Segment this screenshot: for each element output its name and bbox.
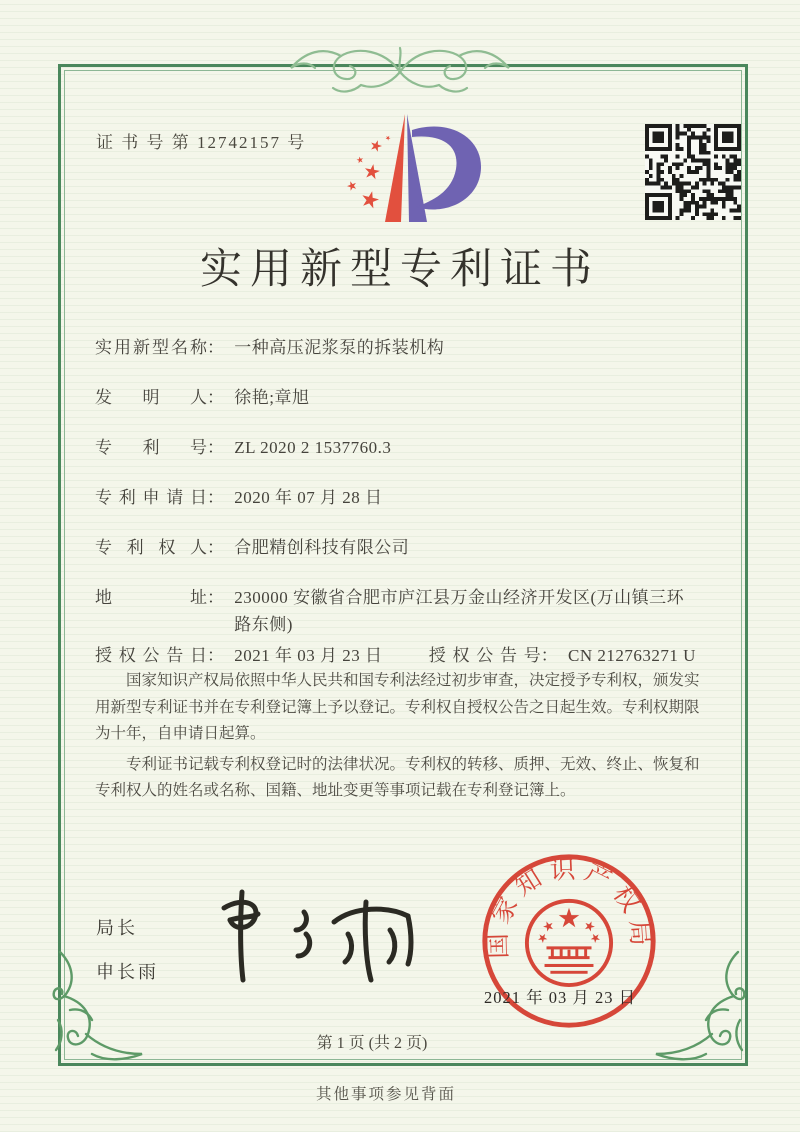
- legal-paragraph-1: 国家知识产权局依照中华人民共和国专利法经过初步审查，决定授予专利权，颁发实用新型专利证书并在专利登记簿上予以登记。专利权自授权公告之日起生效。专利权期限为十年，自申请日起算。: [95, 672, 700, 742]
- field-grant-date: 授权公告日： 2021 年 03 月 23 日: [95, 646, 387, 665]
- field-label: 专利权人: [95, 538, 207, 557]
- certificate-number: 证 书 号 第 12742157 号: [96, 133, 307, 152]
- field-value: 合肥精创科技有限公司: [234, 538, 410, 557]
- field-filing-date: 专利申请日： 2020 年 07 月 28 日: [95, 484, 720, 511]
- field-label: 专利号: [95, 438, 207, 457]
- top-center-flourish-icon: [283, 38, 517, 102]
- field-value: CN 212763271 U: [568, 646, 696, 665]
- certificate-fields: [95, 334, 720, 692]
- field-patentee: 专利权人： 合肥精创科技有限公司: [95, 534, 720, 561]
- svg-text:国家知识产权局: [483, 855, 656, 959]
- seal-text: 国家知识产权局: [482, 854, 656, 960]
- legal-text: [95, 668, 713, 809]
- signer-block: [96, 914, 159, 984]
- field-value: 一种高压泥浆泵的拆装机构: [234, 338, 445, 357]
- seal-date: 2021 年 03 月 23 日: [483, 988, 637, 1007]
- field-value: 2020 年 07 月 28 日: [234, 488, 383, 507]
- field-inventor: 发明人： 徐艳;章旭: [95, 384, 720, 411]
- director-title: 局长: [96, 918, 138, 938]
- field-label: 授权公告号: [428, 646, 541, 665]
- field-label: 专利申请日: [95, 488, 207, 507]
- field-value: 2021 年 03 月 23 日: [234, 646, 383, 665]
- field-label: 地址: [95, 588, 207, 607]
- field-grant-row: [95, 642, 720, 669]
- legal-paragraph-2: 专利证书记载专利权登记时的法律状况。专利权的转移、质押、无效、终止、恢复和专利权人的姓名或名称、国籍、地址变更等事项记载在专利登记簿上。: [95, 755, 700, 799]
- field-value: 230000 安徽省合肥市庐江县万金山经济开发区(万山镇三环路东侧): [234, 588, 685, 634]
- field-label: 实用新型名称: [95, 338, 207, 357]
- director-signature-icon: [208, 876, 423, 988]
- field-patent-number: 专利号： ZL 2020 2 1537760.3: [95, 434, 720, 461]
- field-utility-model-name: 实用新型名称： 一种高压泥浆泵的拆装机构: [95, 334, 720, 361]
- field-value: 徐艳;章旭: [234, 388, 310, 407]
- qr-code: [645, 124, 741, 220]
- director-name: 申长雨: [96, 962, 159, 982]
- field-label: 发明人: [95, 388, 207, 407]
- cnipa-logo-icon: [330, 108, 488, 228]
- national-emblem-icon: [527, 901, 611, 985]
- back-side-note: 其他事项参见背面: [315, 1086, 456, 1103]
- field-label: 授权公告日: [95, 646, 207, 665]
- field-address: 地址： 230000 安徽省合肥市庐江县万金山经济开发区(万山镇三环路东侧): [95, 584, 720, 638]
- field-value: ZL 2020 2 1537760.3: [234, 438, 392, 457]
- page-number: 第 1 页 (共 2 页): [316, 1035, 428, 1052]
- field-grant-number: 授权公告号： CN 212763271 U: [429, 646, 696, 665]
- certificate-title: 实用新型专利证书: [199, 247, 600, 293]
